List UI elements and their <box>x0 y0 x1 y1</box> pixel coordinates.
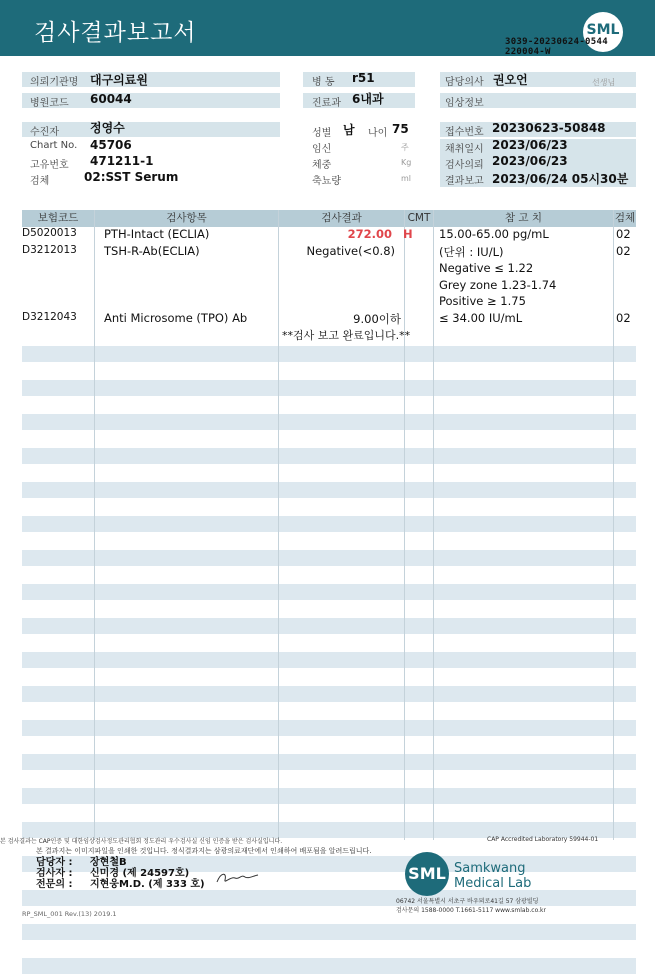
referring-org-label: 의뢰기관명 <box>30 77 79 88</box>
table-row-stripe <box>22 686 636 702</box>
specimen-label: 검체 <box>30 176 50 187</box>
label-bar <box>22 122 280 137</box>
page-title: 검사결과보고서 <box>34 20 197 46</box>
row-result: 272.00 <box>347 227 392 241</box>
department: 6내과 <box>352 92 384 106</box>
tester-label: 검사자 : <box>36 868 73 879</box>
completion-note: **검사 보고 완료입니다.** <box>282 329 411 342</box>
age: 75 <box>392 122 409 136</box>
table-row-stripe <box>22 584 636 600</box>
row-code: D5020013 <box>22 227 77 239</box>
request-date: 2023/06/23 <box>492 154 568 168</box>
reporter-label: 담당자 : <box>36 857 73 868</box>
col-header-item: 검사항목 <box>95 210 278 227</box>
request-label: 검사의뢰 <box>445 160 484 171</box>
chart-label: Chart No. <box>30 140 78 151</box>
age-label: 나이 <box>368 128 388 139</box>
clinical-info-label: 임상정보 <box>445 98 484 109</box>
receipt-label: 접수번호 <box>445 127 484 138</box>
consultant-label: 전문의 : <box>36 879 73 890</box>
chart-no: 45706 <box>90 138 132 152</box>
row-specimen: 02 <box>616 244 631 258</box>
doctor-label: 담당의사 <box>445 77 484 88</box>
table-row-stripe <box>22 890 636 906</box>
table-row-stripe <box>22 754 636 770</box>
unique-no: 471211-1 <box>90 154 154 168</box>
hospital-code: 60044 <box>90 92 132 106</box>
row-result: Negative(<0.8) <box>306 244 395 258</box>
cap-note: CAP Accredited Laboratory 59944-01 <box>487 836 599 843</box>
company-name-line2: Medical Lab <box>454 876 532 891</box>
table-row-stripe <box>22 618 636 634</box>
company-name-line1: Samkwang <box>454 861 526 876</box>
doctor-suffix: 선생님 <box>592 78 616 87</box>
ward-label: 병 동 <box>312 77 335 88</box>
print-notice: 본 결과지는 이미지파일을 인쇄한 것입니다. 정식결과지는 삼광의료재단에서 인쇄하여 배포됨을 알려드립니다. <box>36 847 372 855</box>
unique-no-label: 고유번호 <box>30 160 69 171</box>
table-row-stripe <box>22 516 636 532</box>
table-row-stripe <box>22 652 636 668</box>
table-row-stripe <box>22 346 636 362</box>
tester: 신미경 (제 24597호) <box>90 868 190 879</box>
table-row-stripe <box>22 414 636 430</box>
row-reference: Positive ≥ 1.75 <box>439 294 526 308</box>
department-label: 진료과 <box>312 98 341 109</box>
weight-label: 체중 <box>312 160 332 171</box>
table-row-stripe <box>22 448 636 464</box>
company-phone: 검사문의 1588-0000 T.1661-5117 www.smlab.co.kr <box>396 907 546 914</box>
row-specimen: 02 <box>616 311 631 325</box>
table-row-stripe <box>22 482 636 498</box>
patient-name: 정영수 <box>90 121 125 135</box>
col-header-cmt: CMT <box>405 210 433 227</box>
row-item: PTH-Intact (ECLIA) <box>104 227 210 241</box>
receipt-no: 20230623-50848 <box>492 121 606 135</box>
specimen: 02:SST Serum <box>84 170 179 184</box>
col-header-specimen: 검체 <box>614 210 636 227</box>
ward: r51 <box>352 71 375 85</box>
form-id: RP_SML_001 Rev.(13) 2019.1 <box>22 910 117 918</box>
report-number: 3039-20230624-0544 <box>505 37 608 47</box>
collect-date: 2023/06/23 <box>492 138 568 152</box>
sml-footer-logo <box>405 852 449 896</box>
col-header-result: 검사결과 <box>279 210 404 227</box>
urine-unit: ml <box>401 174 412 183</box>
consultant: 지현웅M.D. (제 333 호) <box>90 879 205 890</box>
table-row-stripe <box>22 720 636 736</box>
signature-image <box>215 868 260 886</box>
table-row-stripe <box>22 924 636 940</box>
table-row-stripe <box>22 550 636 566</box>
doctor: 권오언 <box>493 73 528 87</box>
urine-label: 축뇨량 <box>312 176 341 187</box>
hospital-code-label: 병원코드 <box>30 98 69 109</box>
weight-unit: Kg <box>401 158 412 167</box>
col-header-reference: 참 고 치 <box>434 210 613 227</box>
row-reference: Negative ≤ 1.22 <box>439 261 534 275</box>
row-reference: ≤ 34.00 IU/mL <box>439 311 523 325</box>
sml-logo-text: SML <box>586 22 620 38</box>
row-reference: (단위 : IU/L) <box>439 245 504 259</box>
sml-footer-logo-text: SML <box>408 864 446 883</box>
row-result: 9.00이하 <box>353 312 401 326</box>
row-specimen: 02 <box>616 227 631 241</box>
row-reference: Grey zone 1.23-1.74 <box>439 278 557 292</box>
table-row-stripe <box>22 380 636 396</box>
row-reference: 15.00-65.00 pg/mL <box>439 227 549 241</box>
report-date: 2023/06/24 05시30분 <box>492 172 629 186</box>
sex-label: 성별 <box>312 128 332 139</box>
pregnancy-label: 임신 <box>312 144 332 155</box>
high-flag: H <box>403 227 413 241</box>
collect-label: 채취일시 <box>445 144 484 155</box>
row-code: D3212013 <box>22 244 77 256</box>
row-code: D3212043 <box>22 311 77 323</box>
table-row-stripe <box>22 958 636 974</box>
row-item: TSH-R-Ab(ECLIA) <box>104 244 200 258</box>
report-label: 결과보고 <box>445 176 484 187</box>
referring-org: 대구의료원 <box>90 73 148 87</box>
results-table <box>22 210 636 840</box>
sex: 남 <box>343 123 355 137</box>
company-address: 06742 서울특별시 서초구 바우뫼로41길 57 삼광빌딩 <box>396 898 539 905</box>
table-row-stripe <box>22 788 636 804</box>
report-number-suffix: 220004-W <box>505 47 551 57</box>
col-header-code: 보험코드 <box>22 210 94 227</box>
patient-label: 수진자 <box>30 127 59 138</box>
certification-note: 본 검사결과는 CAP인증 및 대한임상검사정도관리협회 정도관리 우수검사실 신임 인증을 받은 검사실입니다. <box>0 838 283 845</box>
reporter: 장현철B <box>90 857 127 868</box>
row-item: Anti Microsome (TPO) Ab <box>104 311 248 325</box>
pregnancy-unit: 주 <box>401 143 409 152</box>
